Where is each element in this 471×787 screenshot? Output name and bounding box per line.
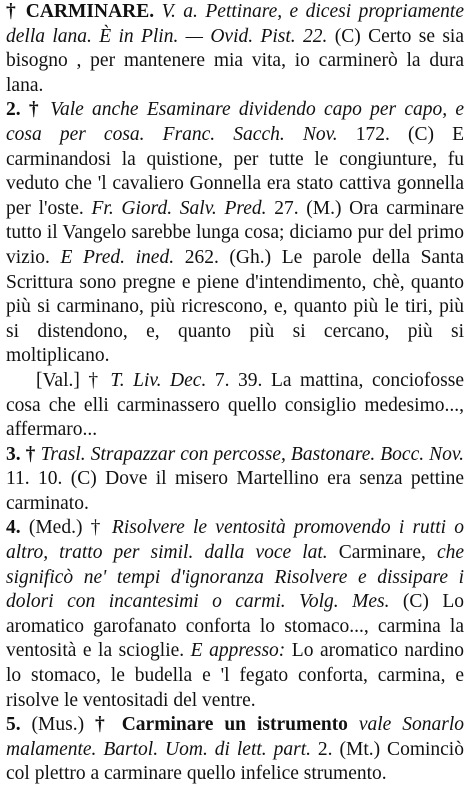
text-run: (C) Certo se sia bisogno , per mantenere mia vita, io carminerò la dura lana. (6, 25, 464, 96)
text-run (348, 714, 359, 735)
text-run: Carminare, (327, 542, 437, 564)
text-run: Fr. Giord. Salv. Pred. (91, 197, 267, 219)
dictionary-page (6, 0, 465, 785)
text-run: 11. 10. (C) Dove il misero Martellino era senza pettine carminato. (6, 468, 464, 514)
text-run: che significò ne' tempi d'ignoranza Risolvere e dissipare i dolori con incantesimi o carmi. Volg. Mes. (6, 542, 464, 613)
text-run: † Carminare un istrumento (95, 714, 348, 736)
text-run: † CARMINARE. (6, 1, 155, 22)
entry-sense-2 (6, 98, 464, 369)
entry-sense-4 (6, 516, 464, 713)
entry-main (6, 0, 464, 98)
text-run: (C) Lo aromatico garofanato conforta lo stomaco..., carmina la ventosità e la scioglie. (6, 591, 465, 662)
text-run: 172. (C) E carminandosi la quistione, per tutte le congiunture, fu veduto che 'l cavaliero Gonnella era stato cattiva gonnella per l'oste. (6, 123, 465, 219)
text-run: (Mus.) (31, 714, 96, 736)
text-run: Lo aromatico nardino lo stomaco, le budella e 'l fegato conforta, carmina, e risolve le ventositadi del ventre. (6, 640, 464, 711)
text-run: 3. † (6, 443, 41, 465)
text-run (154, 1, 161, 22)
entry-citation-val (6, 369, 464, 443)
text-run: T. Liv. Dec. (110, 369, 207, 391)
text-run: Risolvere le ventosità promovendo i rutti o altro, tratto per simil. dalla voce lat. (6, 517, 464, 564)
text-run: (Med.) † (28, 517, 112, 539)
text-run: Vale anche Esaminare dividendo capo per capo, e cosa per cosa. Franc. Sacch. Nov. (6, 99, 465, 145)
text-run: 2. (Mt.) Cominciò col plettro a carminare quello infelice strumento. (6, 738, 464, 785)
text-run: E appresso: (190, 640, 286, 662)
entry-sense-5 (6, 713, 464, 787)
text-run: Trasl. Strapazzar con percosse, Bastonare. Bocc. Nov. (40, 443, 465, 465)
text-run: 5. (6, 714, 32, 736)
text-run: [Val.] † (36, 369, 111, 391)
text-run: 2. † (6, 99, 51, 121)
text-run: 7. 39. La mattina, conciofosse cosa che elli carminassero quello consiglio medesimo..., affermaro... (6, 369, 464, 441)
text-run: 4. (6, 517, 29, 539)
text-run: V. a. Pettinare, e dicesi propriamente della lana. È in Plin. — Ovid. Pist. 22. (6, 1, 465, 47)
text-run: vale Sonarlo malamente. Bartol. Uom. di lett. part. (6, 714, 465, 760)
text-run: E Pred. ined. (60, 246, 175, 268)
text-run: 27. (M.) Ora carminare tutto il Vangelo sarebbe lunga cosa; diciamo pur del primo vizio. (6, 197, 465, 268)
entry-sense-3 (6, 443, 464, 517)
text-run: 262. (Gh.) Le parole della Santa Scrittura sono pregne e piene d'intendimento, chè, quanto più si carminano, più ricrescono, e, quanto più le tiri, più si distendono, e, quanto più si cercano, più si moltiplicano. (6, 246, 465, 367)
